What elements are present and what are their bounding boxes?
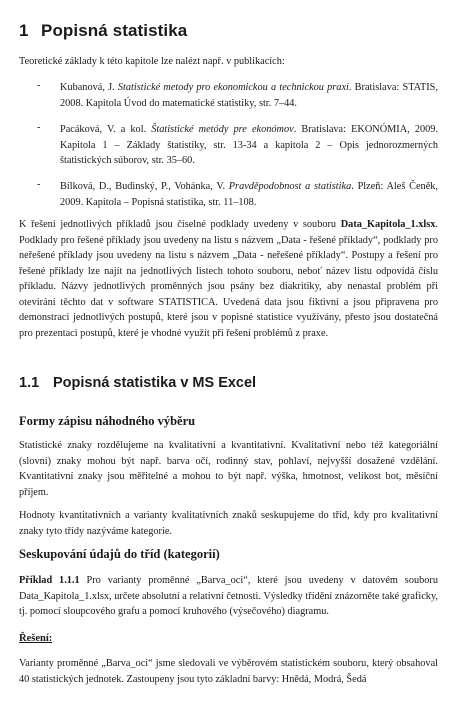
section-heading <box>19 375 438 391</box>
reference-item <box>37 122 438 169</box>
example-paragraph <box>19 573 438 620</box>
example-text: Příklad 1.1.1 Pro varianty proměnné „Barva_oci“, které jsou uvedeny v datovém souboru Data_Kapitola_1.xlsx, určete absolutní a relativní četnosti. Výsledky třídění znázorněte také graficky, tj. pomocí sloupcového grafu a pomocí kruhového (výsečového) diagramu. <box>19 575 438 617</box>
characters-paragraph <box>19 438 438 500</box>
solution-text: Varianty proměnné „Barva_oci“ jsme sledovali ve výběrovém statistickém souboru, který obsahoval 40 statistických jednotek. Zastoupeny jsou tyto základní barvy: Hnědá, Modrá, Šedá <box>19 658 438 685</box>
data-file-text: K řešení jednotlivých příkladů jsou číselné podklady uvedeny v souboru Data_Kapitola_1.xlsx. Podklady pro řešené příklady jsou uvedeny na listu s názvem „Data - řešené příklady“, podklady pro neřešené příklady jsou uvedeny na listu s názvem „Data - neřešené příklady“. Postupy a řešení pro řešené příklady lze najít na jednotlivých listech tohoto souboru, neboť název listu odpovídá číslu příkladu. Názvy jednotlivých proměnných jsou psány bez diakritiky, aby nenastal problém při otevírání těchto dat v software STATISTICA. Uvedená data jsou fiktivní a jsou připravena pro demonstraci jednotlivých postupů, které jsou v popisné statistice využívány, přesto jsou dostatečná pro prezentaci postupů, které je vhodné využít při řešení problémů z praxe. <box>19 219 438 339</box>
chapter-heading <box>19 21 438 41</box>
reference-text: Pacáková, V. a kol. Štatistické metódy pre ekonómov. Bratislava: EKONÓMIA, 2009. Kapitola 1 – Základy štatistiky, str. 13-34 a kapitola 2 – Opis jednorozmerných štatistických súborov, str. 35–60. <box>60 124 438 166</box>
bullet-dash: - <box>37 122 41 133</box>
solution-paragraph <box>19 656 438 687</box>
reference-item <box>37 80 438 111</box>
intro-text: Teoretické základy k této kapitole lze nalézt např. v publikacích: <box>19 56 285 67</box>
example-label: Příklad 1.1.1 <box>19 575 80 586</box>
reference-text: Bílková, D., Budinský, P., Vohánka, V. Pravděpodobnost a statistika. Plzeň: Aleš Čeněk, 2009. Kapitola – Popisná statistika, str. 11–108. <box>60 181 438 208</box>
classes-text: Hodnoty kvantitativních a varianty kvalitativních znaků seskupujeme do tříd, kdy pro kvalitativní znaky tyto třídy nazýváme kategorie. <box>19 510 438 537</box>
reference-text: Kubanová, J. Statistické metody pro ekonomickou a technickou praxi. Bratislava: STATIS, 2008. Kapitola Úvod do matematické statistiky, str. 7–44. <box>60 82 438 109</box>
reference-item <box>37 179 438 210</box>
section-number: 1.1 <box>19 375 40 391</box>
section-title: Popisná statistika v MS Excel <box>53 375 257 391</box>
classes-paragraph <box>19 508 438 539</box>
reference-title: Statistické metody pro ekonomickou a technickou praxi <box>117 82 349 93</box>
intro-paragraph <box>19 54 438 70</box>
bullet-dash: - <box>37 80 41 91</box>
data-file-name: Data_Kapitola_1.xlsx <box>340 219 436 230</box>
solution-label: Řešení: <box>19 633 53 644</box>
bullet-dash: - <box>37 179 41 190</box>
characters-text: Statistické znaky rozdělujeme na kvalitativní a kvantitativní. Kvalitativní nebo též kategoriální (slovní) znaky mohou být např. barva očí, rodinný stav, pohlaví, nejvyšší dosažené vzdělání. Kvantitativní znaky jsou měřitelné a mohou to být např. výška, hmotnost, velikost bot, měsíční příjem. <box>19 440 438 498</box>
subsection-heading-forms: Formy zápisu náhodného výběru <box>19 414 196 428</box>
chapter-title: Popisná statistika <box>41 21 188 40</box>
reference-title: Pravděpodobnost a statistika <box>228 181 352 192</box>
data-file-paragraph <box>19 217 438 341</box>
chapter-number: 1 <box>19 21 29 40</box>
reference-title: Štatistické metódy pre ekonómov <box>151 124 294 135</box>
subsection-heading-grouping: Seskupování údajů do tříd (kategorií) <box>19 547 220 561</box>
solution-label-line <box>19 628 438 646</box>
